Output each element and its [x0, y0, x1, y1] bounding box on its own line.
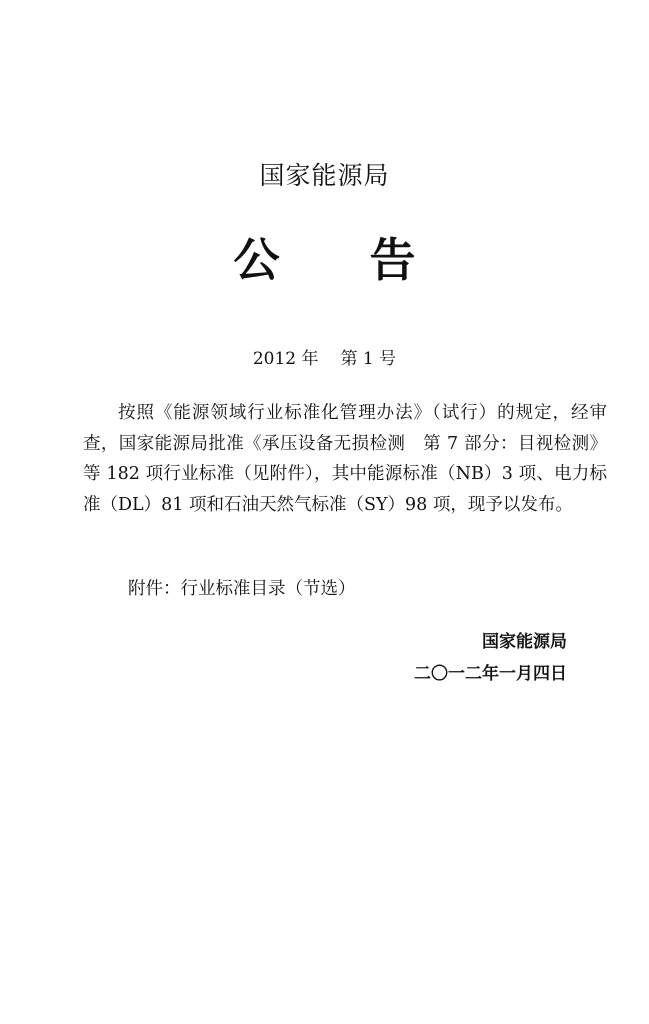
document-year: 2012 年: [252, 349, 319, 369]
attachment-note: 附件：行业标准目录（节选）: [128, 579, 356, 599]
signature-date: 二〇一二年一月四日: [414, 664, 567, 684]
document-number: [0, 344, 649, 369]
title-char-1: 公: [233, 233, 280, 287]
document-title: [0, 224, 649, 290]
signature-agency: 国家能源局: [482, 632, 567, 652]
document-serial: 第 1 号: [340, 349, 397, 369]
issuing-agency-heading: 国家能源局: [259, 161, 390, 190]
title-char-2: 告: [369, 233, 416, 287]
announcement-body: 按照《能源领域行业标准化管理办法》（试行）的规定，经审查，国家能源局批准《承压设备无损检测 第 7 部分：目视检测》等 182 项行业标准（见附件），其中能源标准（NB）3 项、电力标准（DL）81 项和石油天然气标准（SY）98 项，现予以发布。: [83, 403, 607, 515]
